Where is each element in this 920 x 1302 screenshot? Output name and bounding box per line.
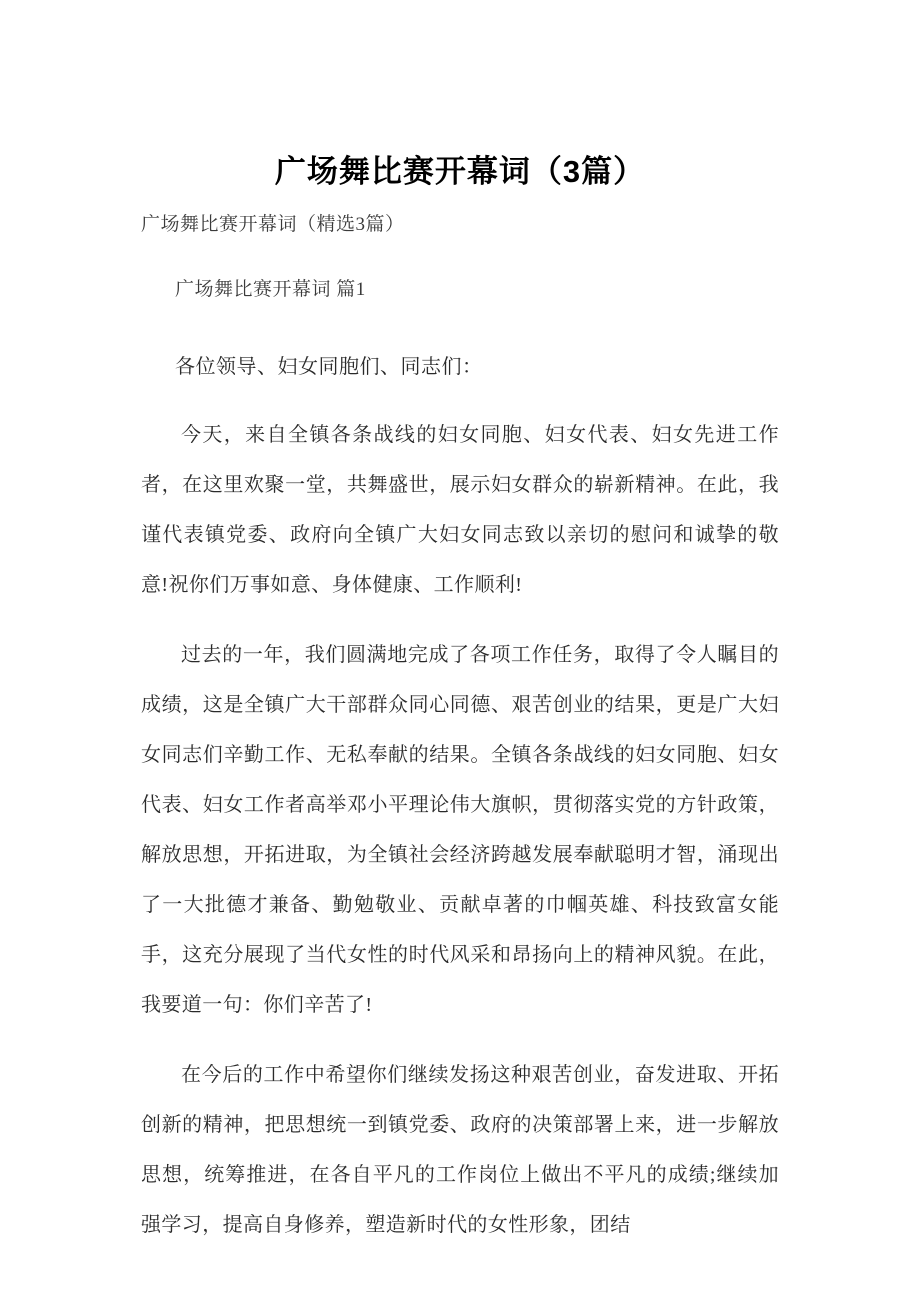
body-paragraph: 在今后的工作中希望你们继续发扬这种艰苦创业，奋发进取、开拓创新的精神，把思想统一到镇党委、政府的决策部署上来，进一步解放思想，统筹推进，在各自平凡的工作岗位上做出不平凡的成绩;继续加强学习，提高自身修养，塑造新时代的女性形象，团结 <box>141 1064 779 1236</box>
body-paragraph: 过去的一年，我们圆满地完成了各项工作任务，取得了令人瞩目的成绩，这是全镇广大干部群众同心同德、艰苦创业的结果，更是广大妇女同志们辛勤工作、无私奉献的结果。全镇各条战线的妇女同胞、妇女代表、妇女工作者高举邓小平理论伟大旗帜，贯彻落实党的方针政策，解放思想，开拓进取，为全镇社会经济跨越发展奉献聪明才智，涌现出了一大批德才兼备、勤勉敬业、贡献卓著的巾帼英雄、科技致富女能手，这充分展现了当代女性的时代风采和昂扬向上的精神风貌。在此，我要道一句：你们辛苦了! <box>141 644 779 1016</box>
document-content <box>141 150 779 1250</box>
page-title: 广场舞比赛开幕词（3篇） <box>274 154 646 189</box>
salutation-line: 各位领导、妇女同胞们、同志们： <box>175 356 483 378</box>
section-heading: 广场舞比赛开幕词 篇1 <box>175 279 366 300</box>
document-subtitle: 广场舞比赛开幕词（精选3篇） <box>141 214 405 235</box>
body-paragraph: 今天，来自全镇各条战线的妇女同胞、妇女代表、妇女先进工作者，在这里欢聚一堂，共舞盛世，展示妇女群众的崭新精神。在此，我谨代表镇党委、政府向全镇广大妇女同志致以亲切的慰问和诚挚的敬意!祝你们万事如意、身体健康、工作顺利! <box>141 424 779 596</box>
